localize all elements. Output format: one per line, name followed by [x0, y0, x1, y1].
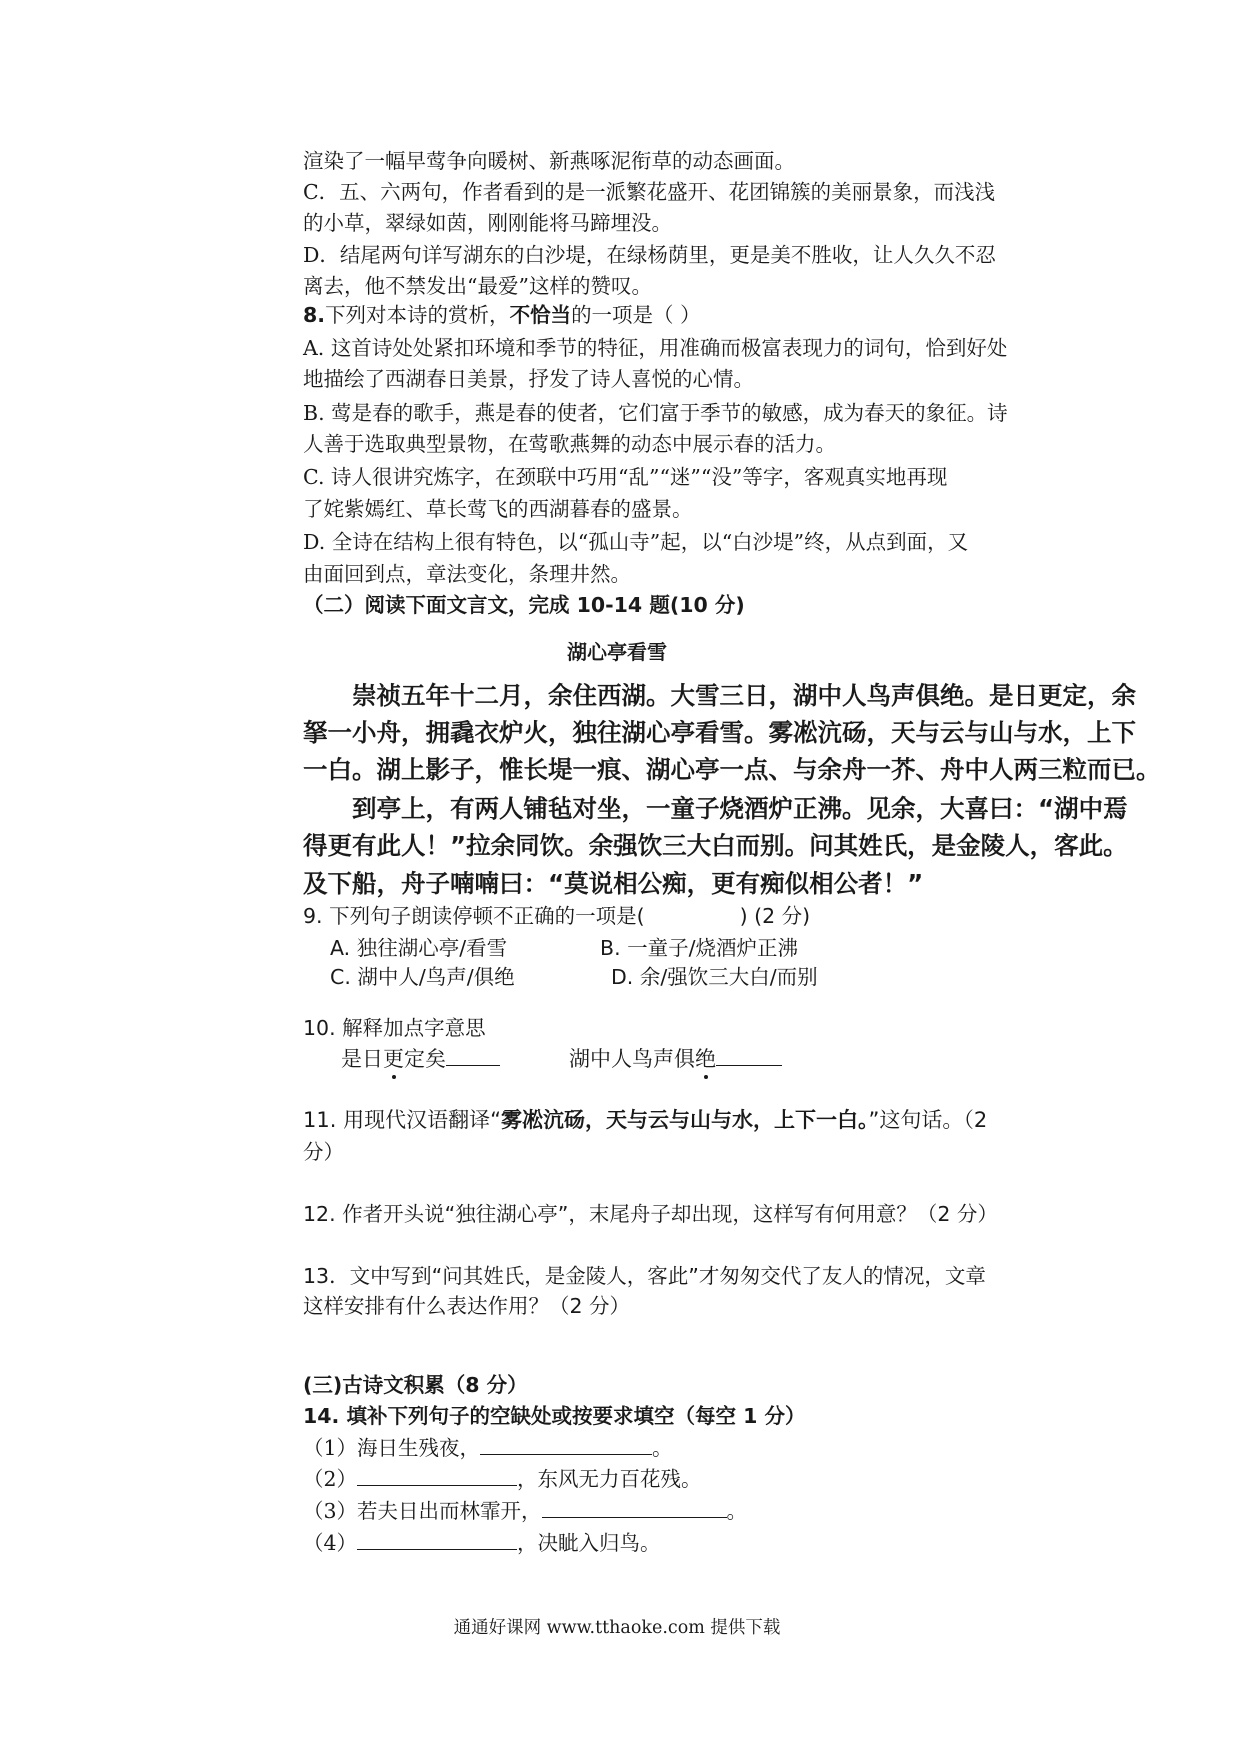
q14-fill-3	[303, 1495, 747, 1526]
page-footer: 通通好课网 www.tthaoke.com 提供下载	[453, 1618, 781, 1638]
q8-option-b-line2: 人善于选取典型景物，在莺歌燕舞的动态中展示春的活力。	[303, 432, 836, 456]
q10-blank-2[interactable]	[716, 1043, 782, 1066]
q8-option-b-line1: B. 莺是春的歌手，燕是春的使者，它们富于季节的敏感，成为春天的象征。诗	[303, 401, 1008, 425]
q14-blank-3[interactable]	[542, 1495, 727, 1518]
q14-fill-2	[303, 1463, 702, 1494]
q8-option-c-line2: 了姹紫嫣红、草长莺飞的西湖暮春的盛景。	[303, 497, 693, 521]
q9-stem-score: ) (2 分)	[739, 904, 811, 928]
q8-option-d-line2: 由面回到点，章法变化，条理井然。	[303, 562, 631, 586]
q10-item-1-pre: 是日	[341, 1047, 383, 1071]
q14-blank-4[interactable]	[357, 1527, 517, 1550]
q9-option-b: B. 一童子/烧酒炉正沸	[600, 936, 799, 960]
q14-fill-4-end: ，决眦入归鸟。	[517, 1531, 661, 1555]
q10-item-2	[569, 1043, 782, 1073]
passage-line-5: 得更有此人！”拉余同饮。余强饮三大白而别。问其姓氏，是金陵人，客此。	[303, 831, 1128, 860]
q9-option-a: A. 独往湖心亭/看雪	[330, 936, 508, 960]
q13-stem-line2: 这样安排有什么表达作用？（2 分）	[303, 1294, 631, 1318]
q14-fill-1-text: （1）海日生残夜，	[303, 1436, 481, 1460]
q14-fill-4	[303, 1527, 661, 1558]
q10-item-2-dotted-char: 绝	[695, 1043, 716, 1073]
passage-line-6: 及下船，舟子喃喃曰：“莫说相公痴，更有痴似相公者！”	[303, 869, 924, 898]
q10-item-1-dotted-char: 更	[383, 1043, 404, 1073]
q9-stem-text: 9. 下列句子朗读停顿不正确的一项是(	[303, 904, 645, 928]
q14-blank-1[interactable]	[480, 1432, 652, 1455]
q11-quote: 雾凇沆砀，天与云与山与水，上下一白。	[500, 1108, 869, 1132]
q7-option-d-line2: 离去，他不禁发出“最爱”这样的赞叹。	[303, 274, 652, 298]
q9-option-d: D. 余/强饮三大白/而别	[611, 965, 818, 989]
section2-heading: （二）阅读下面文言文，完成 10-14 题(10 分)	[303, 593, 745, 617]
q8-stem-pre: 下列对本诗的赏析，	[325, 303, 510, 327]
q10-item-1	[341, 1043, 500, 1073]
q14-fill-2-end: ，东风无力百花残。	[517, 1467, 702, 1491]
passage-line-4: 到亭上，有两人铺毡对坐，一童子烧酒炉正沸。见余，大喜曰：“湖中焉	[303, 794, 1128, 823]
q12-stem: 12. 作者开头说“独往湖心亭”，末尾舟子却出现，这样写有何用意？（2 分）	[303, 1202, 998, 1226]
q14-blank-2[interactable]	[357, 1463, 517, 1486]
q9-answer-space[interactable]	[645, 901, 740, 923]
q14-fill-4-text: （4）	[303, 1531, 358, 1555]
q9-option-c: C. 湖中人/鸟声/俱绝	[330, 965, 515, 989]
q7-option-c-line1: C．五、六两句，作者看到的是一派繁花盛开、花团锦簇的美丽景象，而浅浅	[303, 180, 996, 204]
q8-option-a-line1: A. 这首诗处处紧扣环境和季节的特征，用准确而极富表现力的词句，恰到好处	[303, 336, 1008, 360]
q10-blank-1[interactable]	[446, 1043, 500, 1066]
q14-fill-2-text: （2）	[303, 1467, 358, 1491]
passage-title: 湖心亭看雪	[567, 640, 667, 664]
q11-stem	[303, 1105, 987, 1135]
q14-fill-3-text: （3）若夫日出而林霏开，	[303, 1499, 542, 1523]
passage-line-3: 一白。湖上影子，惟长堤一痕、湖心亭一点、与余舟一芥、舟中人两三粒而已。	[303, 755, 1161, 784]
q11-stem-line2: 分）	[303, 1140, 344, 1164]
q10-item-2-pre: 湖中人鸟声俱	[569, 1047, 695, 1071]
q14-fill-1	[303, 1432, 673, 1463]
q11-stem-pre: 11. 用现代汉语翻译“	[303, 1108, 501, 1132]
q10-item-1-post: 定矣	[404, 1047, 446, 1071]
q14-fill-3-end: 。	[726, 1499, 748, 1523]
q13-stem-line1: 13．文中写到“问其姓氏，是金陵人，客此”才匆匆交代了友人的情况，文章	[303, 1264, 986, 1288]
q8-option-c-line1: C. 诗人很讲究炼字，在颈联中巧用“乱”“迷”“没”等字，客观真实地再现	[303, 465, 948, 489]
passage-line-1: 崇祯五年十二月，余住西湖。大雪三日，湖中人鸟声俱绝。是日更定，余	[303, 681, 1136, 710]
q7-option-b-cont: 渲染了一幅早莺争向暖树、新燕啄泥衔草的动态画面。	[303, 149, 795, 173]
q9-stem	[303, 901, 810, 931]
q14-stem: 14. 填补下列句子的空缺处或按要求填空（每空 1 分）	[303, 1404, 806, 1428]
q8-option-d-line1: D. 全诗在结构上很有特色，以“孤山寺”起，以“白沙堤”终，从点到面，又	[303, 530, 969, 554]
q8-number: 8.	[303, 303, 326, 327]
q8-option-a-line2: 地描绘了西湖春日美景，抒发了诗人喜悦的心情。	[303, 367, 754, 391]
q8-stem-emphasis: 不恰当	[509, 303, 572, 327]
q10-stem: 10. 解释加点字意思	[303, 1016, 486, 1040]
q8-stem-post: 的一项是（ ）	[571, 303, 701, 327]
q7-option-d-line1: D．结尾两句详写湖东的白沙堤，在绿杨荫里，更是美不胜收，让人久久不忍	[303, 243, 996, 267]
q7-option-c-line2: 的小草，翠绿如茵，刚刚能将马蹄埋没。	[303, 211, 672, 235]
q8-stem	[303, 300, 701, 330]
passage-line-2: 拏一小舟，拥毳衣炉火，独往湖心亭看雪。雾凇沆砀，天与云与山与水，上下	[303, 718, 1136, 747]
q14-fill-1-end: 。	[652, 1436, 673, 1460]
section3-heading: (三)古诗文积累（8 分）	[303, 1373, 528, 1397]
q11-stem-post: ”这句话。（2	[868, 1108, 988, 1132]
